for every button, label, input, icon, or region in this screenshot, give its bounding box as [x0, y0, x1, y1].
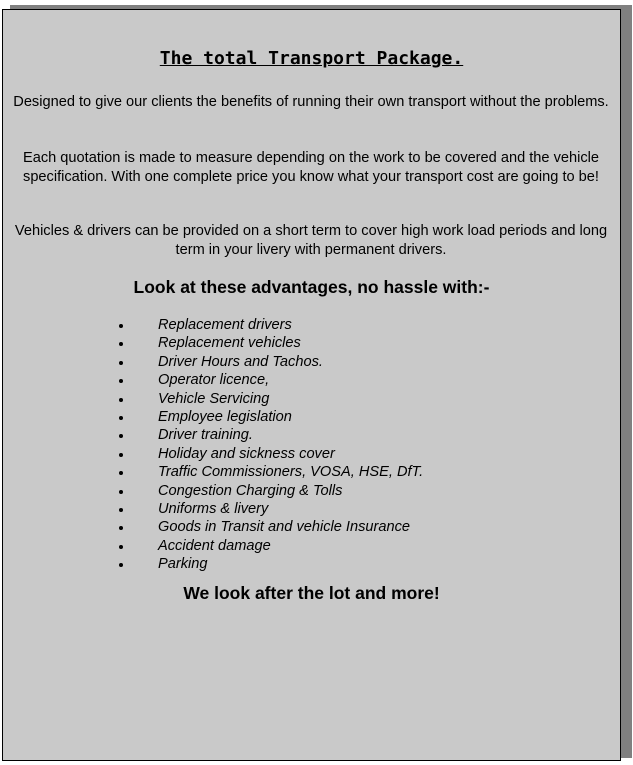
list-item-label: Accident damage — [158, 537, 271, 554]
bullet-icon — [119, 545, 123, 549]
list-item-label: Holiday and sickness cover — [158, 445, 335, 462]
list-item-label: Congestion Charging & Tolls — [158, 482, 343, 499]
list-item-label: Goods in Transit and vehicle Insurance — [158, 519, 411, 536]
list-item-label: Operator licence, — [158, 372, 270, 389]
bullet-icon — [119, 526, 123, 530]
bullet-icon — [119, 379, 123, 383]
list-item-label: Driver training. — [158, 427, 253, 444]
list-item-label: Driver Hours and Tachos. — [158, 353, 323, 370]
advantages-heading: Look at these advantages, no hassle with:- — [133, 277, 490, 297]
page-title: The total Transport Package. — [159, 48, 464, 69]
bullet-icon — [119, 508, 123, 512]
bullet-icon — [119, 416, 123, 420]
bullet-icon — [119, 342, 123, 346]
list-item-label: Traffic Commissioners, VOSA, HSE, DfT. — [158, 464, 424, 481]
list-item-label: Employee legislation — [158, 408, 292, 425]
quotation-paragraph: Each quotation is made to measure depending on the work to be covered and the vehicle specification. With one complete price you know what your transport cost are going to be! — [22, 150, 600, 185]
bullet-icon — [119, 490, 123, 494]
bullet-icon — [119, 453, 123, 457]
bullet-icon — [119, 324, 123, 328]
bullet-icon — [119, 434, 123, 438]
list-item-label: Uniforms & livery — [158, 500, 269, 517]
closing-statement: We look after the lot and more! — [183, 583, 440, 603]
vehicles-paragraph: Vehicles & drivers can be provided on a short term to cover high work load periods and long term in your livery with permanent drivers. — [14, 223, 608, 258]
list-item-label: Replacement vehicles — [158, 335, 301, 352]
list-item-label: Replacement drivers — [158, 317, 292, 333]
content-panel — [2, 9, 621, 761]
bullet-icon — [119, 471, 123, 475]
list-item-label: Parking — [158, 556, 208, 573]
list-item-label: Vehicle Servicing — [158, 390, 270, 407]
bullet-icon — [119, 361, 123, 365]
intro-paragraph: Designed to give our clients the benefits of running their own transport without the problems. — [13, 94, 609, 110]
bullet-icon — [119, 563, 123, 567]
bullet-icon — [119, 398, 123, 402]
